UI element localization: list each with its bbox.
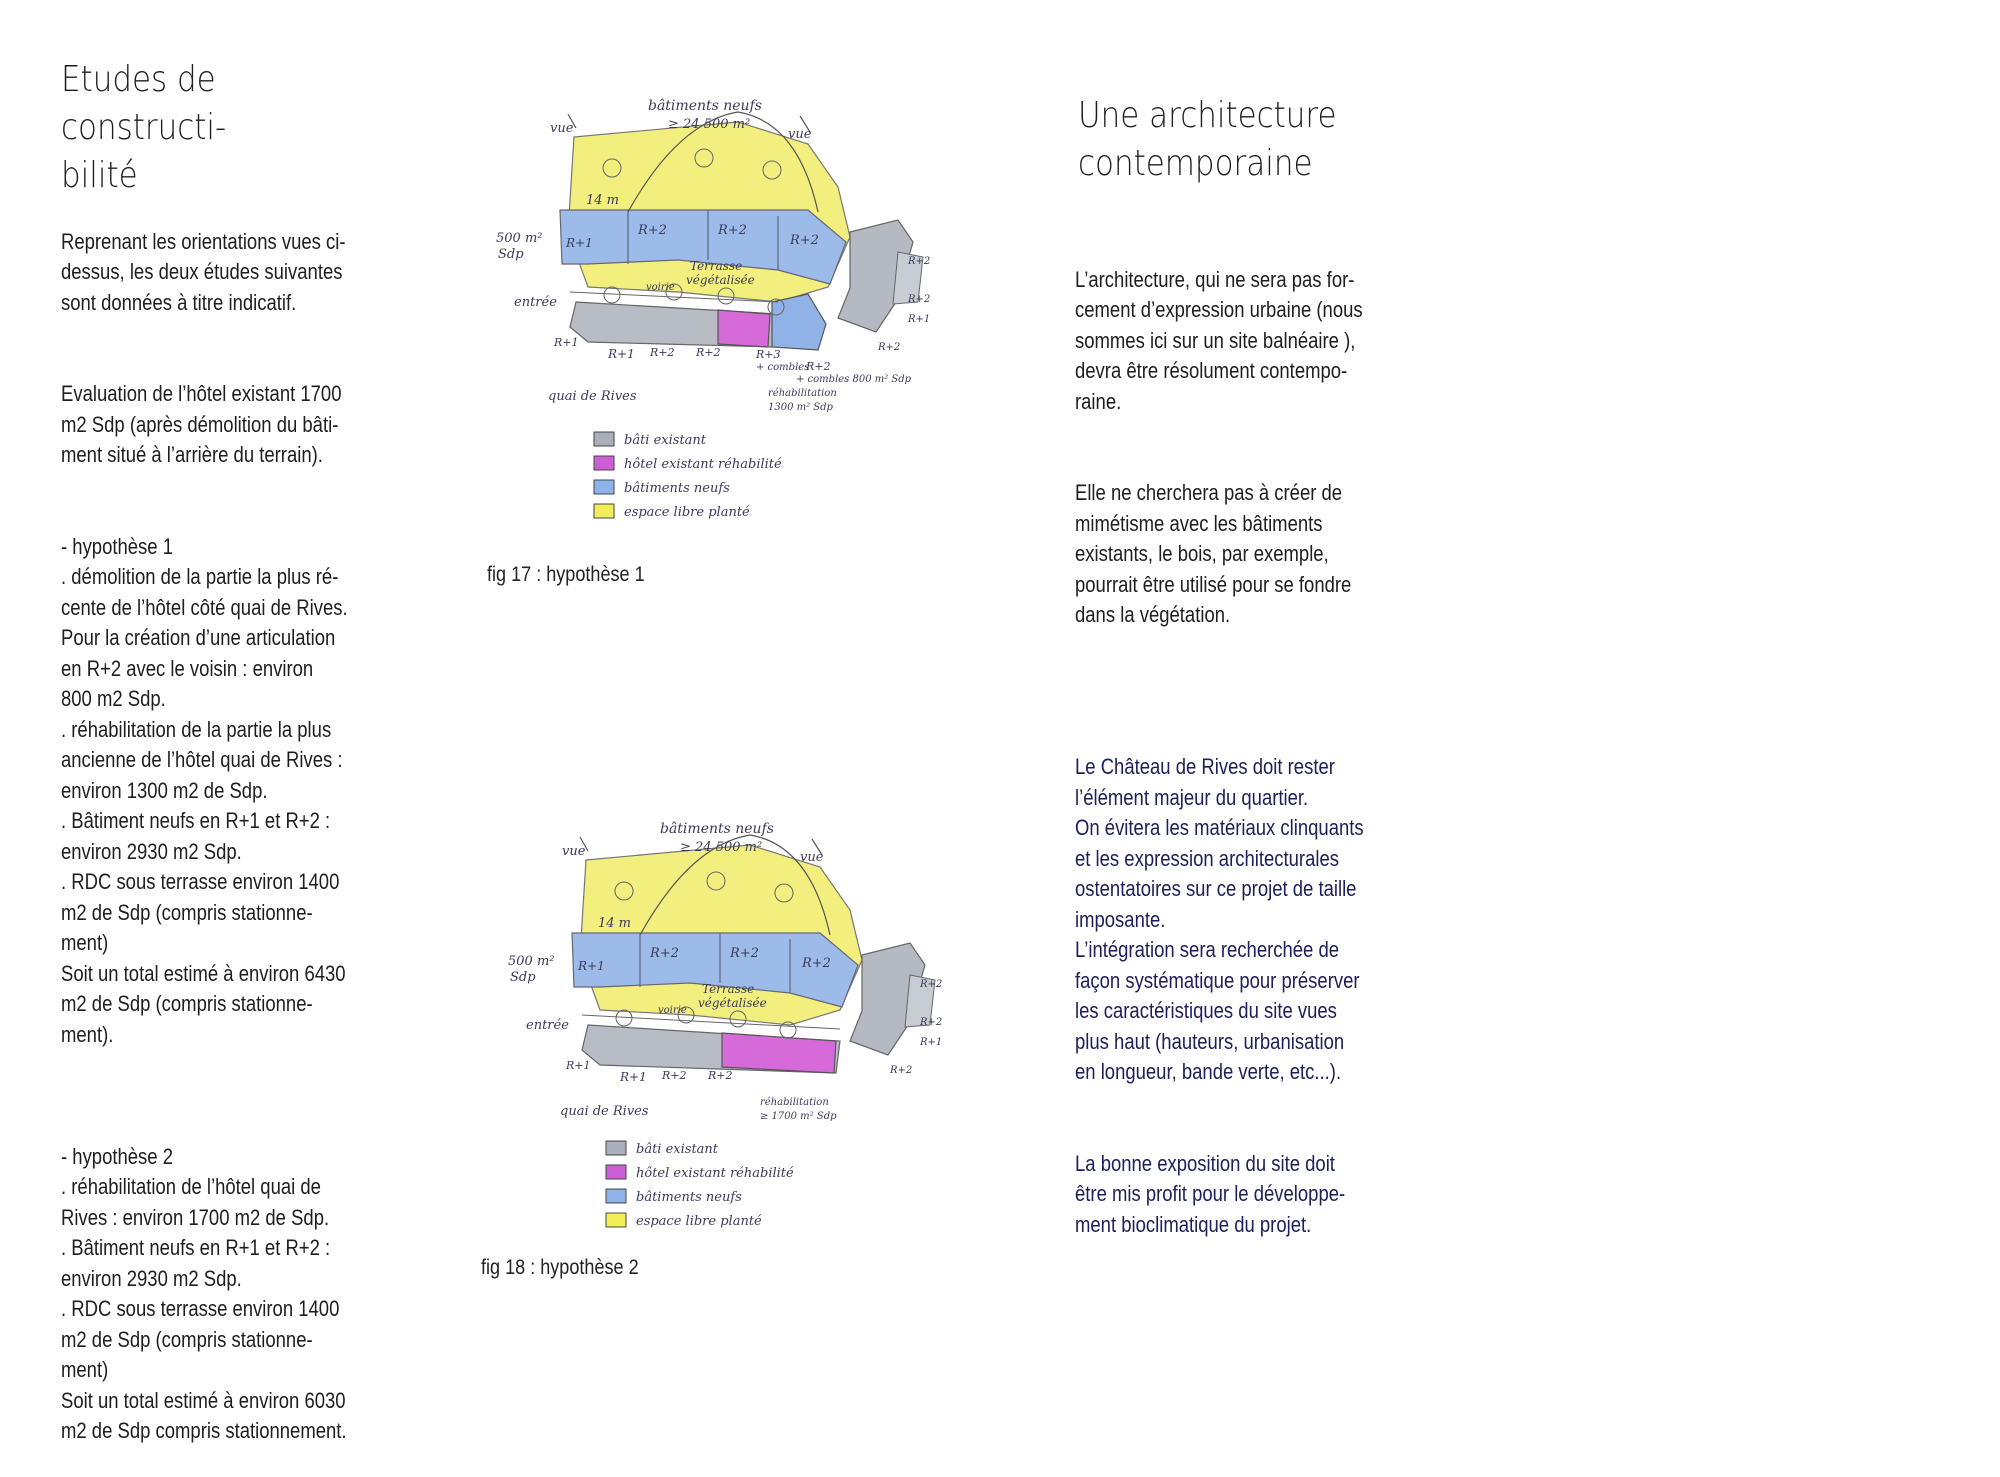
label-r2-bottom-c: R+2 [806,360,831,373]
label-r2-right-b: R+2 [908,294,931,305]
label-r1-left: R+1 [554,336,579,349]
label-r2-right-c: R+2 [878,342,901,353]
figure-17-caption: fig 17 : hypothèse 1 [487,563,645,586]
label-vue-left: vue [562,844,586,859]
label-combles800: + combles 800 m² Sdp [796,374,912,385]
legend [594,432,782,520]
label-dim: 14 m [598,916,632,931]
legend-label-neufs: bâtiments neufs [636,1190,742,1205]
label-vue-right: vue [788,127,812,142]
label-vue-left: vue [550,121,574,136]
legend-swatch-bati [606,1141,626,1155]
right-paragraph-chateau: Le Château de Rives doit rester l’élément majeur du quartier. On évitera les matériaux clinquants et les expression architecturales ostentatoires sur ce projet de taille imposante. L’intégration sera recherchée de façon systématique pour préserver les caractéristiques du site vues plus haut (hauteurs, urbanisation en longueur, bande verte, etc...). [1075,754,1364,1084]
label-r2-right-b: R+2 [920,1017,943,1028]
label-dim: 14 m [586,193,620,208]
label-r2-bottom-a: R+2 [650,346,675,359]
label-rehab-area: ≥ 1700 m² Sdp [760,1111,837,1122]
right-title: Une architecture contemporaine [1078,95,1337,184]
figure-17 [478,92,978,532]
label-r2-a: R+2 [650,946,679,961]
left-paragraph-hypothese-2: - hypothèse 2 . réhabilitation de l’hôtel quai de Rives : environ 1700 m2 de Sdp. . Bâtiment neufs en R+1 et R+2 : environ 2930 m2 Sdp. . RDC sous terrasse environ 1400 m2 de Sdp (compris stationne- ment) Soit un total estimé à environ 6030 m2 de Sdp compris stationnement. [61,1143,347,1443]
right-paragraph-mimetisme: Elle ne cherchera pas à créer de mimétisme avec les bâtiments existants, le bois, par exemple, pourrait être utilisé pour se fondre dans la végétation. [1075,480,1352,627]
label-500: 500 m² [508,954,555,969]
label-r2-bottom-b: R+2 [708,1069,733,1082]
label-500: 500 m² [496,231,543,246]
legend-swatch-neufs [606,1189,626,1203]
right-text [1075,234,1394,1271]
label-r2-bottom-a: R+2 [662,1069,687,1082]
label-rehab-area: 1300 m² Sdp [768,402,833,413]
label-r1-left: R+1 [566,1059,591,1072]
label-r2-c: R+2 [802,956,831,971]
label-sdp: Sdp [510,970,536,985]
label-r1-right: R+1 [920,1037,943,1048]
right-paragraph-architecture: L’architecture, qui ne sera pas for- cement d’expression urbaine (nous sommes ici sur un site balnéaire ), devra être résolument contempo- raine. [1075,266,1363,414]
new-articulation-building [772,294,826,350]
label-r2-c: R+2 [790,233,819,248]
label-vegetalisee: végétalisée [698,996,767,1010]
label-r2-right-a: R+2 [908,256,931,267]
label-new-area: ≥ 24 500 m² [668,117,751,132]
legend-label-hotel: hôtel existant réhabilité [636,1166,794,1181]
legend-swatch-bati [594,432,614,446]
label-voirie: voirie [646,282,675,293]
left-column [61,56,421,200]
label-r2-right-a: R+2 [920,979,943,990]
legend-swatch-neufs [594,480,614,494]
label-quai: quai de Rives [560,1104,649,1119]
label-new-buildings: bâtiments neufs [660,821,774,837]
legend-swatch-espace [594,504,614,518]
label-terrasse: Terrasse [702,982,755,996]
legend-label-bati: bâti existant [624,433,707,448]
right-column [1078,92,1438,188]
label-r1-top: R+1 [578,959,605,973]
label-quai: quai de Rives [548,389,637,404]
left-paragraph-intro: Reprenant les orientations vues ci- dessus, les deux études suivantes sont données à titre indicatif. [61,228,346,315]
label-r2-a: R+2 [638,223,667,238]
label-new-buildings: bâtiments neufs [648,98,762,114]
legend-label-neufs: bâtiments neufs [624,481,730,496]
label-r1-bottom: R+1 [608,347,635,361]
site-plan-sketch-1 [478,92,978,532]
label-vegetalisee: végétalisée [686,273,755,287]
left-paragraph-evaluation: Evaluation de l’hôtel existant 1700 m2 Sdp (après démolition du bâti- ment situé à l’arrière du terrain). [61,381,342,467]
left-title: Etudes de constructi- bilité [61,59,227,196]
figure-18-caption: fig 18 : hypothèse 2 [481,1256,639,1279]
left-paragraph-hypothese-1: - hypothèse 1 . démolition de la partie la plus ré- cente de l’hôtel côté quai de Rives. Pour la création d’une articulation en R+2 avec le voisin : environ 800 m2 Sdp. . réhabilitation de la partie la plus ancienne de l’hôtel quai de Rives : environ 1300 m2 de Sdp. . Bâtiment neufs en R+1 et R+2 : environ 2930 m2 Sdp. . RDC sous terrasse environ 1400 m2 de Sdp (compris stationne- ment) Soit un total estimé à environ 6430 m2 de Sdp (compris stationne- ment). [61,533,348,1047]
label-new-area: ≥ 24 500 m² [680,840,763,855]
label-r1-bottom: R+1 [620,1070,647,1084]
left-text [61,196,380,1477]
label-combles: + combles [756,362,810,373]
hotel-rehabilite [718,310,770,347]
label-r2-b: R+2 [718,223,747,238]
label-voirie: voirie [658,1005,687,1016]
right-body [1075,234,1455,1271]
legend-swatch-hotel [606,1165,626,1179]
label-terrasse: Terrasse [690,259,743,273]
label-sdp: Sdp [498,247,524,262]
label-rehab: réhabilitation [760,1097,829,1108]
figure-18 [490,815,990,1240]
label-entree: entrée [526,1018,569,1033]
label-r2-bottom-b: R+2 [696,346,721,359]
label-rehab: réhabilitation [768,388,837,399]
label-r2-b: R+2 [730,946,759,961]
label-r1-right: R+1 [908,314,931,325]
legend [606,1141,794,1229]
label-r1-top: R+1 [566,236,593,250]
legend-label-espace: espace libre planté [624,505,750,520]
left-body [61,196,441,1477]
label-entree: entrée [514,295,557,310]
label-r3: R+3 [756,348,781,361]
right-paragraph-exposition: La bonne exposition du site doit être mis profit pour le développe- ment bioclimatique du projet. [1075,1150,1346,1237]
legend-swatch-espace [606,1213,626,1227]
legend-swatch-hotel [594,456,614,470]
legend-label-bati: bâti existant [636,1142,719,1157]
label-vue-right: vue [800,850,824,865]
legend-label-espace: espace libre planté [636,1214,762,1229]
site-plan-sketch-2 [490,815,990,1240]
legend-label-hotel: hôtel existant réhabilité [624,457,782,472]
label-r2-right-c: R+2 [890,1065,913,1076]
hotel-rehabilite [722,1033,836,1073]
